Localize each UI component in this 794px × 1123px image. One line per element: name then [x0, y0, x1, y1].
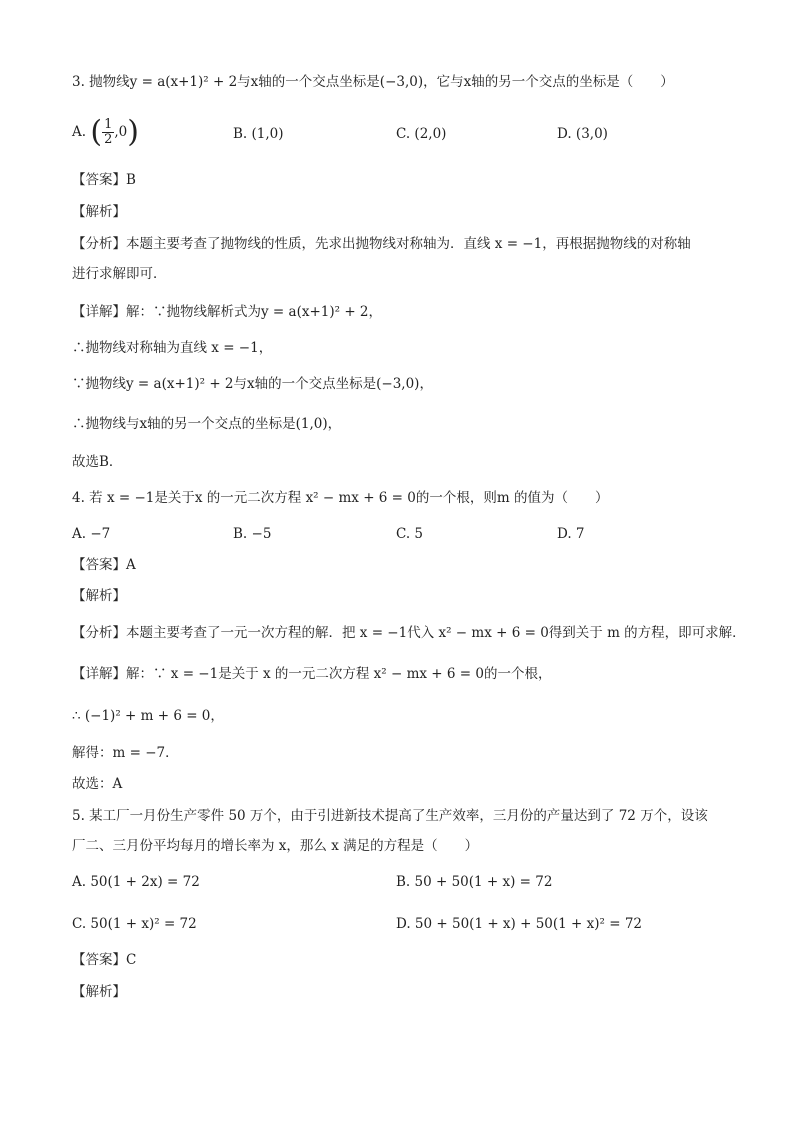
fraction-denominator: 2: [104, 132, 113, 147]
q4-detail-line-1: 【详解】解：∵ x = −1是关于 x 的一元二次方程 x² − mx + 6 = 0的一个根，: [72, 666, 552, 682]
q3-answer: 【答案】B: [72, 172, 136, 188]
q3-detail-line-1: 【详解】解：∵抛物线解析式为y = a(x+1)² + 2，: [72, 304, 383, 320]
q3-analysis-heading: 【解析】: [72, 204, 126, 220]
q4-detail-line-2: ∴ (−1)² + m + 6 = 0，: [72, 708, 224, 724]
q4-analysis-heading: 【解析】: [72, 588, 126, 604]
q3-analysis-line-2: 进行求解即可．: [72, 266, 167, 282]
q4-option-c: C. 5: [396, 526, 424, 542]
q5-option-a: A. 50(1 + 2x) = 72: [72, 874, 200, 890]
q4-choice: 故选：A: [72, 776, 123, 792]
q4-option-b: B. −5: [233, 526, 272, 542]
q4-option-d: D. 7: [557, 526, 585, 542]
q3-detail-line-2: ∴抛物线对称轴为直线 x = −1，: [72, 340, 273, 356]
q3-detail-line-4: ∴抛物线与x轴的另一个交点的坐标是(1,0)，: [72, 416, 342, 432]
q3-choice: 故选B．: [72, 454, 123, 470]
q3-option-a: [72, 114, 139, 150]
q4-detail-line-3: 解得：m = −7．: [72, 745, 179, 761]
q3-option-a-tail: ,0: [114, 124, 128, 140]
q4-answer: 【答案】A: [72, 557, 136, 573]
q4-stem: 4. 若 x = −1是关于x 的一元二次方程 x² − mx + 6 = 0的一个根，则m 的值为（ ）: [72, 490, 609, 506]
q5-stem-line-2: 厂二、三月份平均每月的增长率为 x，那么 x 满足的方程是（ ）: [72, 838, 479, 854]
q4-option-a: A. −7: [72, 526, 111, 542]
q3-option-a-fraction: [102, 118, 114, 147]
q3-detail-line-3: ∵抛物线y = a(x+1)² + 2与x轴的一个交点坐标是(−3,0)，: [72, 376, 433, 392]
q5-answer: 【答案】C: [72, 952, 137, 968]
q3-option-c: C. (2,0): [396, 126, 447, 142]
q3-analysis-line-1: 【分析】本题主要考查了抛物线的性质，先求出抛物线对称轴为．直线 x = −1，再根据抛物线的对称轴: [72, 236, 691, 252]
fraction-numerator: 1: [104, 117, 113, 132]
q3-option-b: B. (1,0): [233, 126, 284, 142]
q5-option-c: C. 50(1 + x)² = 72: [72, 916, 197, 932]
q5-analysis-heading: 【解析】: [72, 984, 126, 1000]
q5-stem-line-1: 5. 某工厂一月份生产零件 50 万个，由于引进新技术提高了生产效率，三月份的产量达到了 72 万个，设该: [72, 808, 708, 824]
q3-option-a-label: A.: [72, 124, 87, 140]
q5-option-b: B. 50 + 50(1 + x) = 72: [396, 874, 553, 890]
q4-analysis-line-1: 【分析】本题主要考查了一元一次方程的解．把 x = −1代入 x² − mx + 6 = 0得到关于 m 的方程，即可求解．: [72, 625, 746, 641]
left-paren: (: [90, 114, 103, 150]
right-paren: ): [127, 114, 139, 150]
q3-option-d: D. (3,0): [557, 126, 608, 142]
q5-option-d: D. 50 + 50(1 + x) + 50(1 + x)² = 72: [396, 916, 642, 932]
q3-stem: 3. 抛物线y = a(x+1)² + 2与x轴的一个交点坐标是(−3,0)，它与x轴的另一个交点的坐标是（ ）: [72, 74, 674, 90]
